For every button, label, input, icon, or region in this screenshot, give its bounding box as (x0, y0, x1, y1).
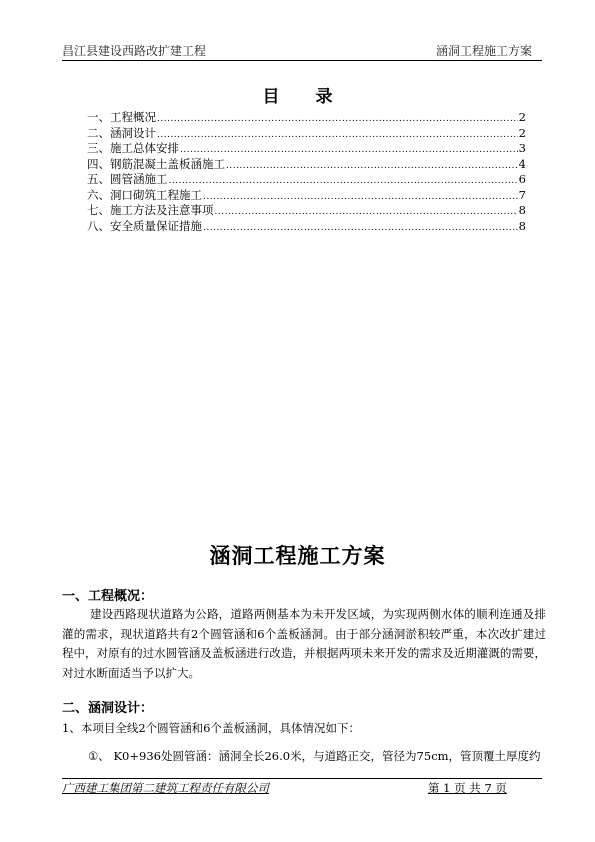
section-heading-culvert-design: 二、涵洞设计： (62, 701, 154, 716)
toc-item-page: 2 (518, 125, 526, 140)
toc-item[interactable] (87, 188, 526, 204)
toc-item[interactable] (87, 203, 526, 219)
toc-item-label: 一、工程概况 (87, 110, 156, 124)
toc-item[interactable] (87, 110, 526, 126)
overview-paragraph: 建设西路现状道路为公路，道路两侧基本为未开发区域，为实现两侧水体的顺利连通及排灌的需求，现状道路共有2个圆管涵和6个盖板涵洞。由于部分涵洞淤积较严重，本次改扩建过程中，对原有的过水圆管涵及盖板涵进行改造，并根据两项未来开发的需求及近期灌溉的需要，对过水断面适当予以扩大。 (62, 607, 546, 680)
footer-rule (62, 778, 542, 779)
toc-leader-dots (180, 143, 518, 159)
toc-item-page: 8 (518, 203, 526, 217)
section-heading-overview: 一、工程概况： (62, 589, 154, 604)
toc-item-label: 五、圆管涵施工 (87, 172, 168, 186)
header-project-name: 昌江县建设西路改扩建工程 (62, 44, 207, 58)
culvert-design-intro: 1、本项目全线2个圆管涵和6个盖板涵洞，具体情况如下： (62, 721, 360, 735)
header-document-name: 涵洞工程施工方案 (436, 44, 533, 58)
toc-item[interactable] (87, 141, 526, 157)
header-rule (62, 60, 542, 61)
culvert-design-item-1: ①、 K0+936处圆管涵：涵洞全长26.0米，与道路正交，管径为75cm，管顶覆土厚度约 (88, 749, 541, 763)
toc-item-label: 三、施工总体安排 (87, 141, 179, 155)
toc-item[interactable] (87, 126, 526, 142)
toc-item-page: 2 (518, 110, 526, 124)
toc-leader-dots (226, 159, 518, 175)
toc-item-page: 8 (518, 218, 526, 233)
toc-item-label: 四、钢筋混凝土盖板涵施工 (87, 156, 225, 171)
toc-item[interactable] (87, 157, 526, 173)
toc-leader-dots (203, 221, 518, 237)
toc-leader-dots (215, 205, 518, 221)
toc-item[interactable] (87, 172, 526, 188)
toc-leader-dots (203, 190, 518, 206)
toc-item-label: 六、洞口砌筑工程施工 (87, 187, 202, 202)
document-title: 涵洞工程施工方案 (209, 543, 386, 568)
toc-title: 目录 (262, 87, 369, 107)
toc-item-label: 二、涵洞设计 (87, 125, 156, 140)
toc-item-page: 7 (518, 187, 526, 202)
table-of-contents (87, 110, 526, 234)
footer-page-number: 第 1 页 共 7 页 (428, 781, 507, 795)
footer-company-name: 广西建工集团第二建筑工程责任有限公司 (62, 781, 269, 795)
toc-leader-dots (157, 112, 518, 128)
toc-leader-dots (169, 174, 518, 190)
toc-item-label: 八、安全质量保证措施 (87, 218, 202, 233)
toc-item[interactable] (87, 219, 526, 235)
toc-item-page: 4 (518, 156, 526, 171)
toc-leader-dots (157, 128, 518, 144)
toc-item-page: 3 (518, 141, 526, 155)
toc-item-page: 6 (518, 172, 526, 186)
toc-item-label: 七、施工方法及注意事项 (87, 203, 214, 217)
